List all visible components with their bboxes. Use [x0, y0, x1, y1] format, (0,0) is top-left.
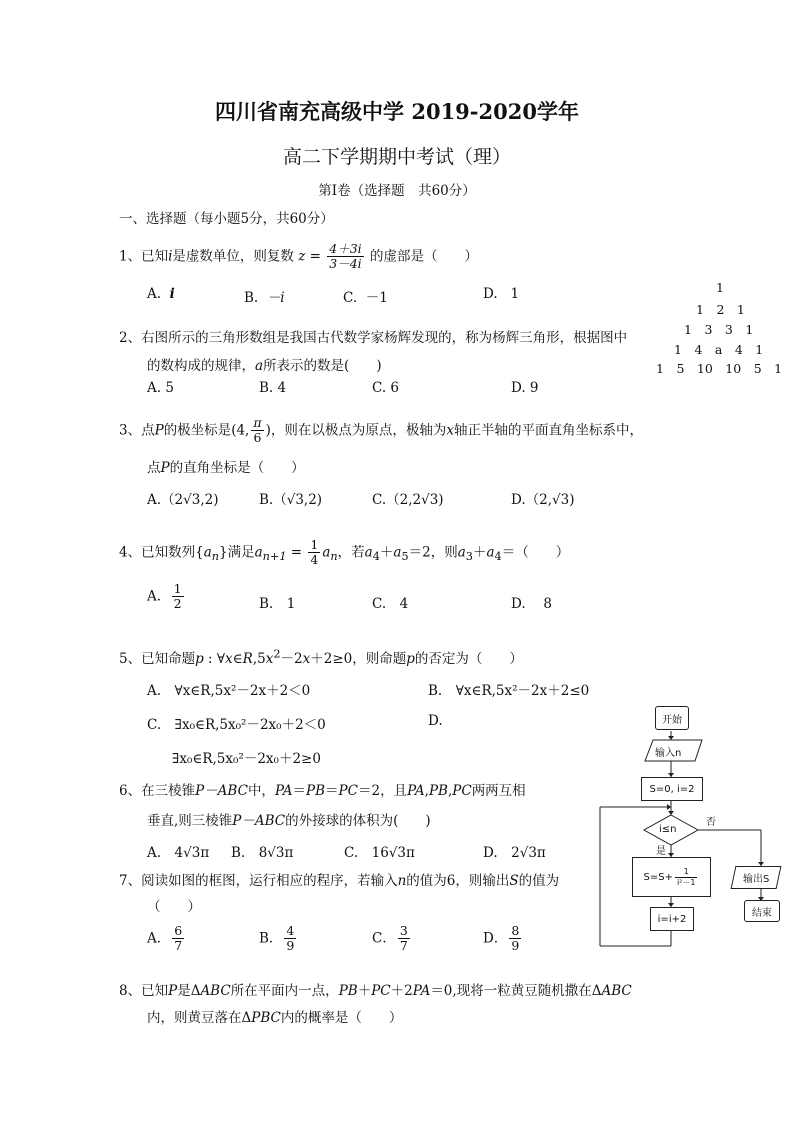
- q4-option-c[interactable]: C. 4: [372, 596, 409, 612]
- flowchart-init: S=0, i=2: [641, 777, 703, 801]
- exam-title: 四川省南充高级中学 2019-2020学年: [215, 99, 579, 124]
- q8-line1: 8、已知P是ΔABC所在平面内一点，PB＋PC＋2PA＝0,现将一粒黄豆随机撒在ΔABC: [119, 983, 632, 999]
- q3-option-c[interactable]: C.（2,2√3): [372, 492, 444, 508]
- q4-line1: 4、已知数列$\{a_n\}$满足$a_{n+1}$ = $\frac{1}{4}$ $a_n$，若$a_4+a_5=2$，则$a_3+a_4=$（ ）: [119, 537, 570, 568]
- part-heading: 一、选择题（每小题5分，共60分）: [119, 211, 334, 227]
- question-1: 1、已知i是虚数单位，则复数 z = $\frac{4+3i}{3-4i}$ 的虚部是（ ）: [119, 241, 478, 272]
- q8-line2: 内，则黄豆落在ΔPBC内的概率是（ ）: [147, 1010, 403, 1026]
- q2-line1: 2、右图所示的三角形数组是我国古代数学家杨辉发现的，称为杨辉三角形，根据图中: [119, 330, 628, 346]
- flowchart-condition: i≤n: [659, 824, 677, 835]
- q1-option-c[interactable]: C. －1: [343, 290, 388, 306]
- q7-option-b[interactable]: B． $\frac{4}{9}$: [259, 923, 295, 954]
- triangle-row-4: 1 4 a 4 1: [674, 342, 764, 357]
- q6-line1: 6、在三棱锥P－ABC中，PA＝PB＝PC＝2，且PA,PB,PC两两互相: [119, 783, 526, 799]
- flowchart-output: 输出S: [731, 866, 782, 889]
- section-heading: 第Ⅰ卷（选择题 共60分）: [318, 183, 476, 199]
- q2-option-b[interactable]: B. 4: [259, 380, 287, 396]
- flowchart-body: S=S+ $\frac{1}{\text{i²－1}}$: [632, 857, 711, 897]
- q5-line1: 5、已知命题p : $\forall x\in R,5x^2-2x+2\ge 0$，则命题p的否定为（ ）: [119, 647, 523, 667]
- q1-option-b[interactable]: B. －i: [244, 290, 285, 306]
- exam-subtitle: 高二下学期期中考试（理）: [282, 146, 511, 168]
- flowchart-start: 开始: [655, 706, 689, 730]
- q6-option-c[interactable]: C. 16√3π: [344, 845, 415, 861]
- q5-option-c[interactable]: C. ∃x₀∈R,5x₀²－2x₀＋2＜0: [147, 717, 326, 733]
- flowchart-no-label: 否: [706, 817, 716, 828]
- q1-post: 的虚部是（ ）: [369, 248, 478, 265]
- q5-option-d[interactable]: D.: [428, 713, 443, 729]
- q1-fraction: $\frac{4+3i}{3-4i}$: [329, 241, 362, 272]
- q3-option-b[interactable]: B.（√3,2): [259, 492, 323, 508]
- flowchart-input: 输入n: [655, 748, 682, 759]
- q3-option-a[interactable]: A.（2√3,2): [147, 492, 219, 508]
- q2-option-c[interactable]: C. 6: [372, 380, 400, 396]
- q4-option-a[interactable]: A. $\frac{1}{2}$: [147, 581, 182, 612]
- flowchart-increment: i=i+2: [650, 907, 694, 931]
- triangle-row-5: 1 5 10 10 5 1: [656, 361, 783, 376]
- triangle-row-2: 1 2 1: [696, 302, 745, 317]
- triangle-row-1: 1: [716, 280, 724, 295]
- q5-option-d-text: ∃x₀∈R,5x₀²－2x₀＋2≥0: [172, 751, 321, 767]
- flowchart-yes-label: 是: [656, 846, 666, 857]
- q7-option-a[interactable]: A． $\frac{6}{7}$: [147, 923, 183, 954]
- q7-line2: （ ）: [147, 899, 201, 915]
- q5-option-a[interactable]: A. ∀x∈R,5x²－2x＋2＜0: [147, 683, 311, 699]
- q7-option-c[interactable]: C． $\frac{3}{7}$: [372, 923, 408, 954]
- q1-option-a[interactable]: A. i: [147, 286, 175, 302]
- q3-line1: 3、点P的极坐标是(4, $\frac{\pi}{6}$ )，则在以极点为原点，极轴为x轴正半轴的平面直角坐标系中，: [119, 415, 643, 446]
- q1-pre: 1、已知: [119, 248, 169, 265]
- q3-option-d[interactable]: D.（2,√3): [511, 492, 575, 508]
- q1-mid: 是虚数单位，则复数: [172, 248, 294, 265]
- q1-option-d[interactable]: D. 1: [483, 286, 520, 302]
- q3-line2: 点P的直角坐标是（ ）: [147, 460, 305, 476]
- q2-option-d[interactable]: D. 9: [511, 380, 539, 396]
- q6-option-b[interactable]: B. 8√3π: [231, 845, 294, 861]
- q7-line1: 7、阅读如图的框图，运行相应的程序，若输入n的值为6，则输出S的值为: [119, 873, 560, 889]
- q6-option-a[interactable]: A. 4√3π: [147, 845, 210, 861]
- q2-option-a[interactable]: A. 5: [147, 380, 174, 396]
- q2-line2: 的数构成的规律，a所表示的数是( ): [147, 358, 382, 374]
- q7-option-d[interactable]: D． $\frac{8}{9}$: [483, 923, 520, 954]
- q4-option-b[interactable]: B. 1: [259, 596, 296, 612]
- q4-option-d[interactable]: D. 8: [511, 596, 553, 612]
- triangle-row-3: 1 3 3 1: [684, 322, 754, 337]
- q6-line2: 垂直,则三棱锥P－ABC的外接球的体积为( ): [147, 813, 431, 829]
- q5-option-b[interactable]: B. ∀x∈R,5x²－2x＋2≤0: [428, 683, 590, 699]
- q6-option-d[interactable]: D. 2√3π: [483, 845, 546, 861]
- flowchart-end: 结束: [744, 900, 780, 922]
